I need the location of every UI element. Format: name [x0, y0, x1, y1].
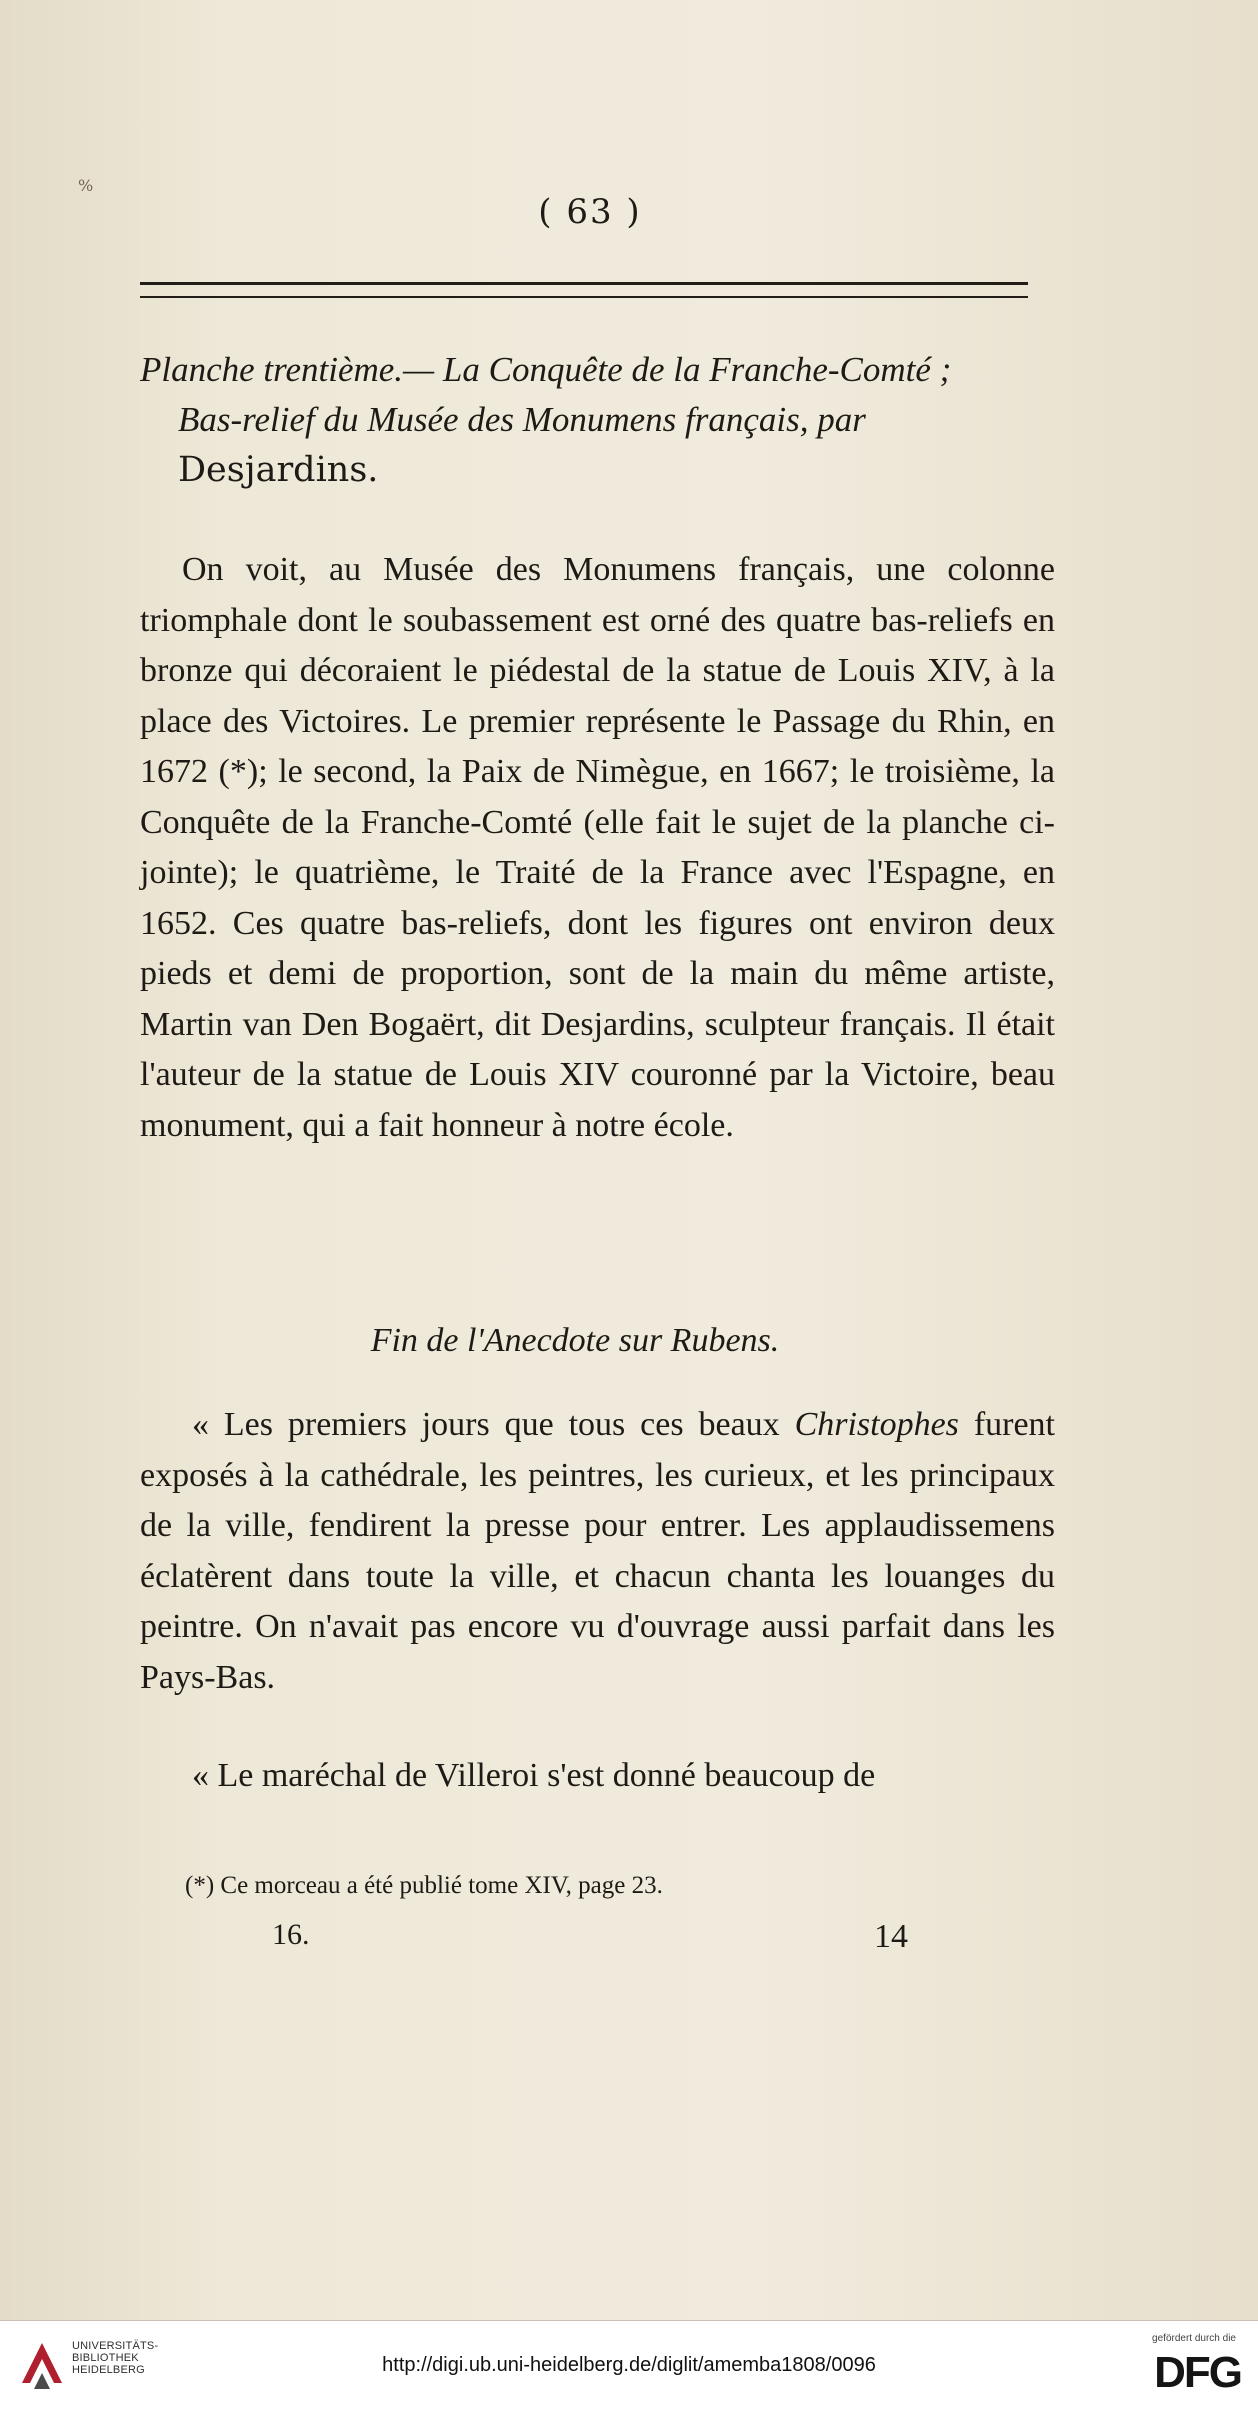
plate-caption-line-1: Planche trentième.— La Conquête de la Franche-Comté ; [140, 350, 952, 389]
signature-mark-right: 14 [874, 1918, 908, 1955]
digital-copy-url[interactable]: http://digi.ub.uni-heidelberg.de/diglit/amemba1808/0096 [382, 2354, 876, 2376]
plate-caption-line-2: Bas-relief du Musée des Monumens français, par [178, 400, 866, 439]
digital-library-footer [0, 2320, 1258, 2412]
paragraph-2-end: furent exposés à la cathédrale, les peintres, les curieux, et les principaux de la ville, fendirent la presse pour entrer. Les applaudissemens éclatèrent dans toute la ville, et chacun chanta les louanges du peintre. On n'avait pas encore vu d'ouvrage aussi parfait dans les Pays-Bas. [140, 1406, 1055, 1696]
dfg-logo: DFG [1154, 2348, 1241, 2397]
paragraph-2 [140, 1400, 1055, 1703]
paragraph-2-italic-word: Christophes [794, 1406, 959, 1443]
header-rule-thick [140, 282, 1028, 285]
institution-line-2: BIBLIOTHEK [72, 2352, 139, 2364]
paragraph-1: On voit, au Musée des Monumens français, une colonne triomphale dont le soubassement est orné des quatre bas-reliefs en bronze qui décoraient le piédestal de la statue de Louis XIV, à la place des Victoires. Le premier représente le Passage du Rhin, en 1672 (*); le second, la Paix de Nimègue, en 1667; le troisième, la Conquête de la Franche-Comté (elle fait le sujet de la planche ci-jointe); le quatrième, le Traité de la France avec l'Espagne, en 1652. Ces quatre bas-reliefs, dont les figures ont environ deux pieds et demi de proportion, sont de la main du même artiste, Martin van Den Bogaërt, dit Desjardins, sculpteur français. Il était l'auteur de la statue de Louis XIV couronné par la Victoire, beau monument, qui a fait honneur à notre école. [140, 551, 1055, 1144]
paragraph-3: « Le maréchal de Villeroi s'est donné beaucoup de [192, 1757, 876, 1794]
margin-mark: % [78, 176, 94, 195]
footnote: (*) Ce morceau a été publié tome XIV, page 23. [185, 1872, 663, 1899]
plate-caption [140, 345, 1040, 495]
institution-line-1: UNIVERSITÄTS- [72, 2340, 159, 2352]
signature-mark-left: 16. [272, 1918, 310, 1951]
section-title: Fin de l'Anecdote sur Rubens. [370, 1322, 780, 1359]
page-number: ( 63 ) [538, 192, 642, 232]
institution-line-3: HEIDELBERG [72, 2364, 145, 2376]
header-rule-thin [140, 296, 1028, 298]
paragraph-2-start: « Les premiers jours que tous ces beaux [192, 1406, 795, 1443]
plate-caption-line-3: Desjardins. [178, 450, 379, 490]
funding-label: gefördert durch die [1152, 2333, 1236, 2344]
